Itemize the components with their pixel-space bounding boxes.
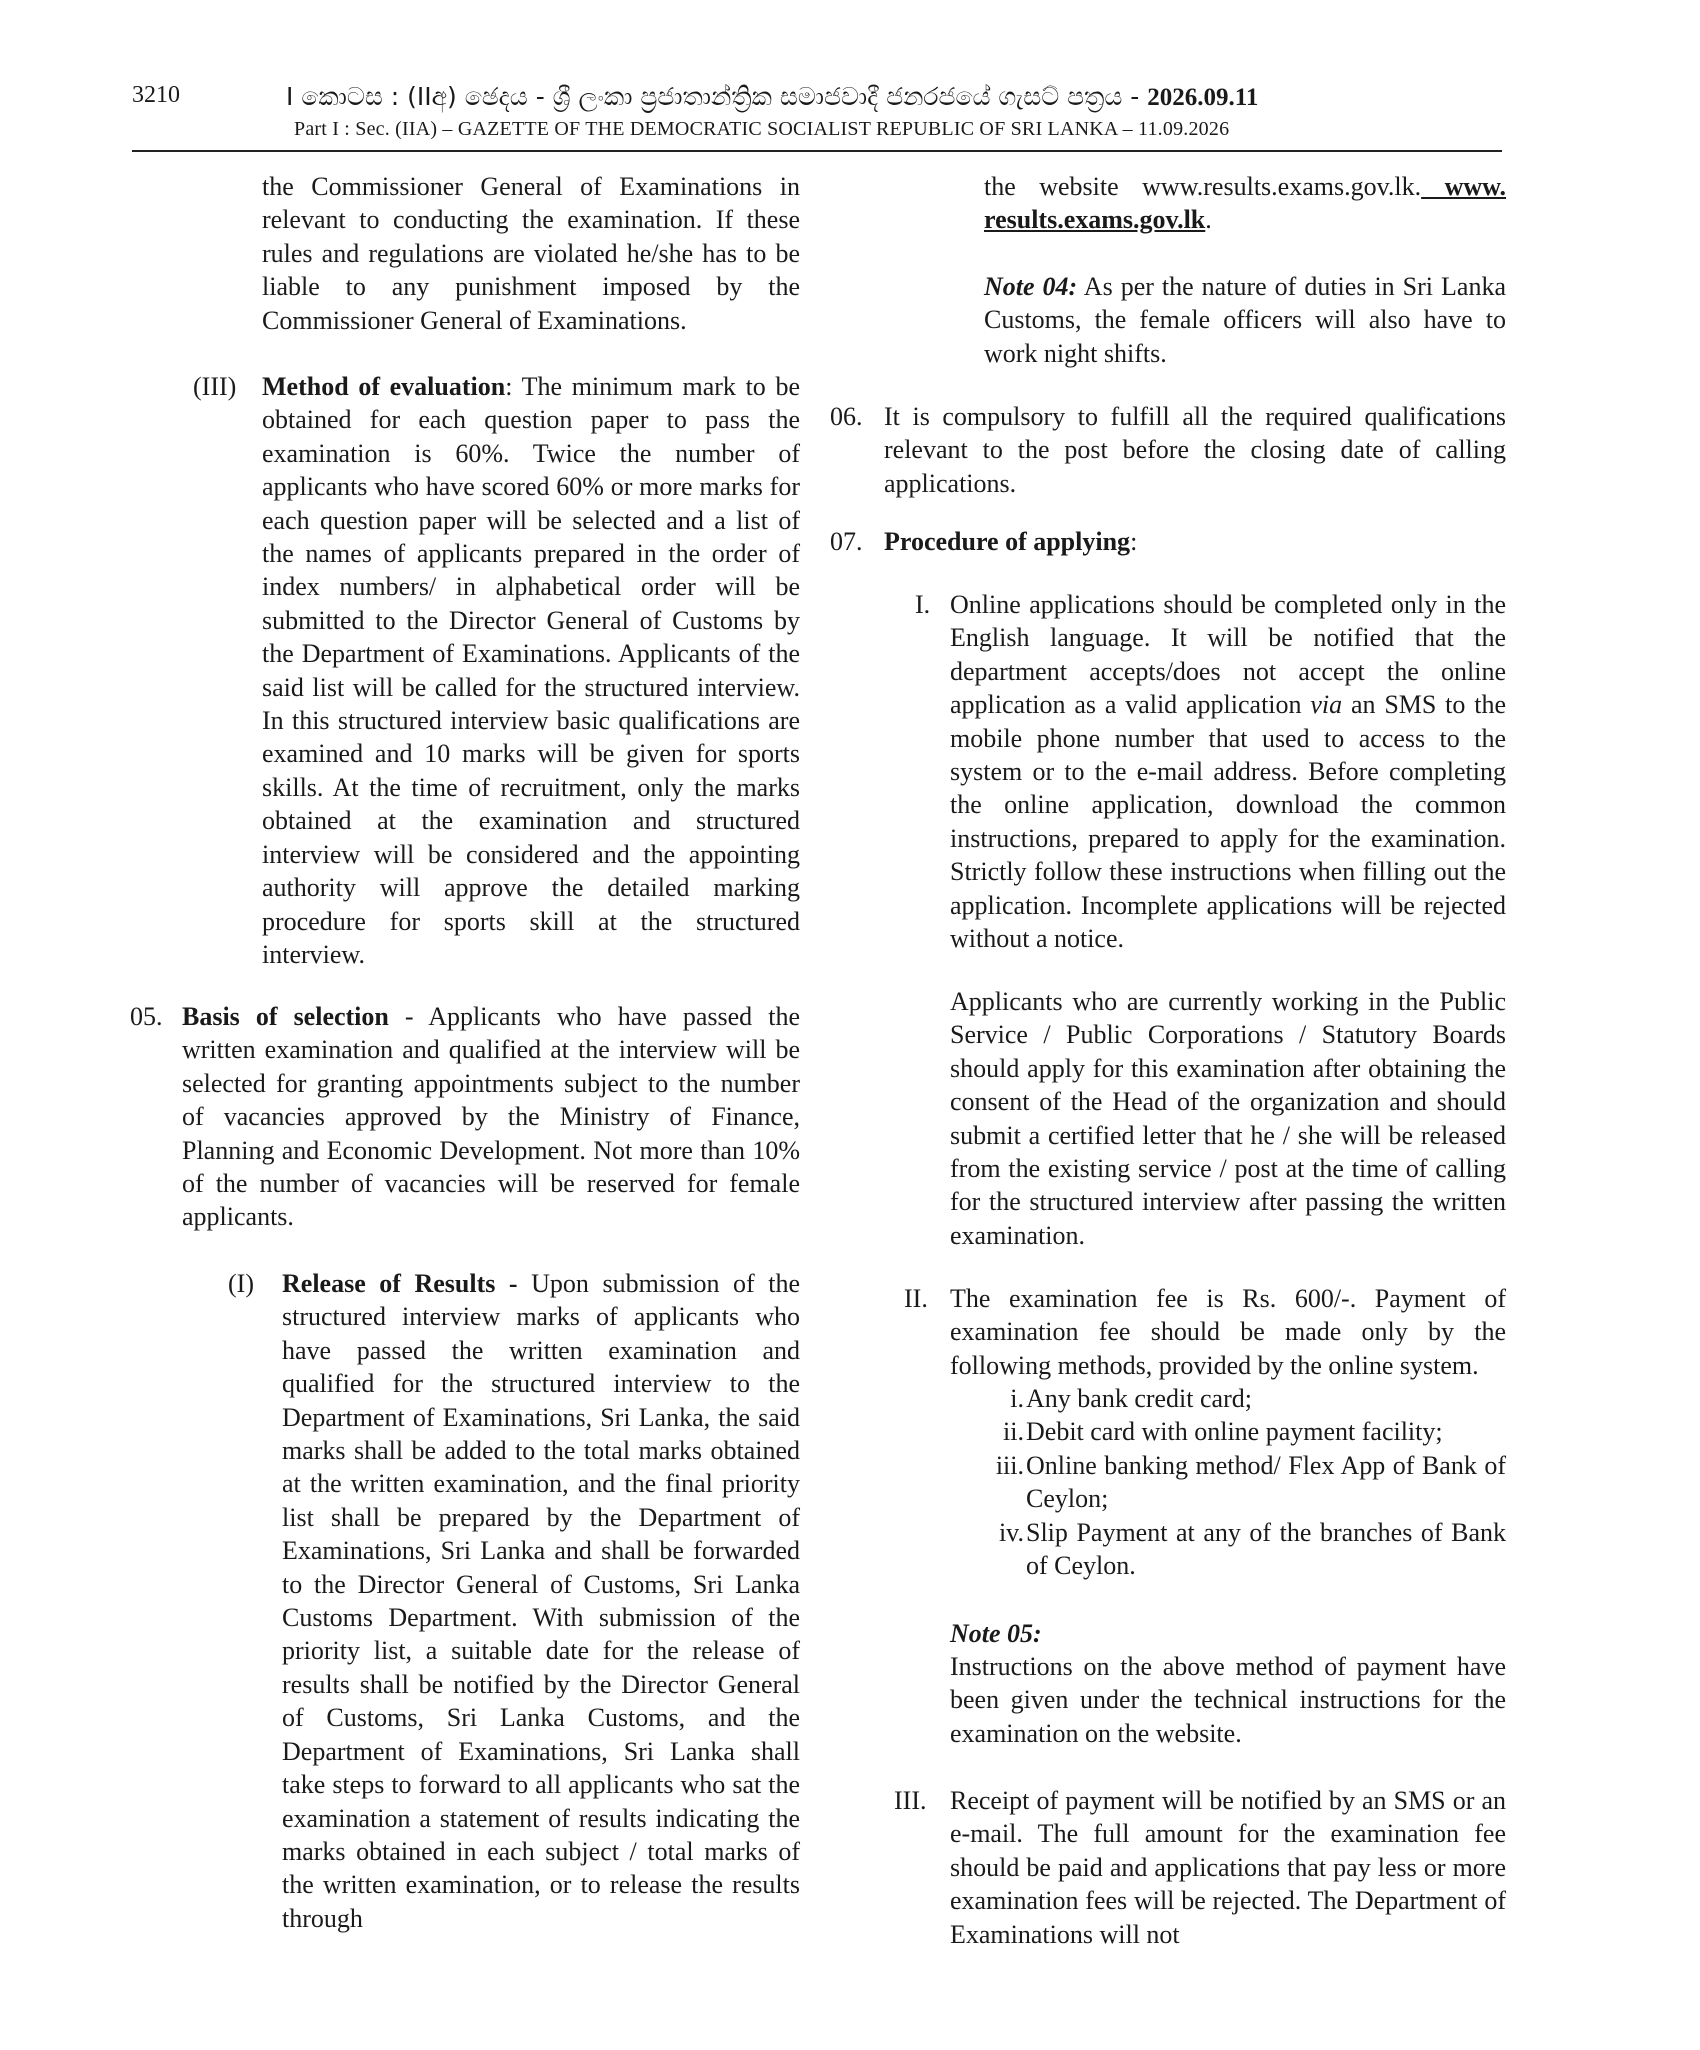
i-number: (I) bbox=[228, 1269, 254, 1298]
header-rule bbox=[132, 150, 1502, 152]
release-of-results-text: Upon submission of the structured interview marks of applicants who have passed the written examination and qualified for the structured interview to the Department of Examinations, Sri Lanka, the said marks shall be added to the total marks obtained at the written examination, and the final priority list shall be prepared by the Department of Examinations, Sri Lanka and shall be forwarded to the Director General of Customs, Sri Lanka Customs Department. With submission of the priority list, a suitable date for the release of results shall be notified by the Director General of Customs, Sri Lanka Customs, and the Department of Examinations, Sri Lanka shall take steps to forward to all applicants who sat the examination a statement of results indicating the marks obtained in each subject / total marks of the written examination, or to release the results through bbox=[282, 1269, 800, 1933]
note-04 bbox=[984, 270, 1506, 370]
method-of-evaluation bbox=[262, 370, 800, 971]
method-of-evaluation-text: : The minimum mark to be obtained for each question paper to pass the examination is 60%. Twice the number of applicants who have scored 60% or more marks for each question paper will be selected and a list of the names of applicants prepared in the order of index numbers/ in alphabetical order will be submitted to the Director General of Customs by the Department of Examinations. Applicants of the said list will be called for the structured interview. In this structured interview basic qualifications are examined and 10 marks will be given for sports skills. At the time of recruitment, only the marks obtained at the examination and structured interview will be considered and the appointing authority will approve the detailed marking procedure for sports skill at the structured interview. bbox=[262, 372, 801, 969]
gazette-header bbox=[0, 0, 1700, 160]
website-end: . bbox=[1205, 205, 1212, 235]
header-title-sinhala bbox=[286, 82, 1386, 112]
proc-iii-number: III. bbox=[894, 1786, 927, 1815]
online-applications-paragraph bbox=[950, 588, 1506, 955]
note-05-label: Note 05: bbox=[950, 1619, 1042, 1648]
iii-number: (III) bbox=[193, 372, 237, 401]
examination-fee-paragraph: The examination fee is Rs. 600/-. Payment of examination fee should be made only by the following methods, provided by the online system. bbox=[950, 1284, 1506, 1380]
note-04-text: As per the nature of duties in Sri Lanka Customs, the female officers will also have to work night shifts. bbox=[984, 272, 1506, 368]
method-3-text: Online banking method/ Flex App of Bank of Ceylon; bbox=[1026, 1451, 1506, 1514]
release-of-results-heading: Release of Results - bbox=[282, 1269, 518, 1298]
sec-label: Sec. bbox=[355, 118, 390, 140]
section-06-number: 06. bbox=[830, 402, 863, 431]
method-1-number: i. bbox=[1010, 1384, 1024, 1413]
website-text: the website www.results.exams.gov.lk. bbox=[984, 172, 1422, 201]
basis-of-selection bbox=[182, 1000, 800, 1234]
procedure-of-applying-colon: : bbox=[1130, 527, 1138, 556]
note-05-label-line bbox=[950, 1617, 1506, 1650]
section-06-text: It is compulsory to fulfill all the required qualifications relevant to the post before the closing date of calling applications. bbox=[884, 402, 1506, 498]
page-number: 3210 bbox=[132, 82, 180, 108]
procedure-of-applying bbox=[884, 525, 1137, 558]
header-title-english: Part I : Sec. (IIA) – GAZETTE OF THE DEMOCRATIC SOCIALIST REPUBLIC OF SRI LANKA – 11.09.2026 bbox=[294, 118, 1230, 140]
proc-ii-number: II. bbox=[904, 1284, 928, 1313]
proc-i-number: I. bbox=[915, 590, 931, 619]
basis-of-selection-heading: Basis of selection bbox=[182, 1002, 389, 1031]
header-title-sinhala-text: I කොටස : (IIඅ) ඡෙදය - ශ්‍රී ලංකා ප්‍රජාතාන්ත්‍රික සමාජවාදී ජනරජයේ ගැසට් පත්‍රය - bbox=[286, 82, 1148, 111]
procedure-of-applying-heading: Procedure of applying bbox=[884, 527, 1131, 556]
section-07-number: 07. bbox=[830, 527, 863, 556]
public-service-paragraph: Applicants who are currently working in the Public Service / Public Corporations / Statutory Boards should apply for this examination after obtaining the consent of the Head of the organization and should submit a certified letter that he / she will be released from the existing service / post at the time of calling for the structured interview after passing the written examination. bbox=[950, 987, 1506, 1250]
header-title-english-rest: (IIA) – GAZETTE OF THE DEMOCRATIC SOCIALIST REPUBLIC OF SRI LANKA – 11.09.2026 bbox=[395, 118, 1230, 140]
method-2-text: Debit card with online payment facility; bbox=[1026, 1417, 1443, 1446]
receipt-of-payment-paragraph: Receipt of payment will be notified by an SMS or an e-mail. The full amount for the examination fee should be paid and applications that pay less or more examination fees will be rejected. The Department of Examinations will not bbox=[950, 1786, 1506, 1949]
method-3-number: iii. bbox=[995, 1451, 1024, 1480]
website-paragraph bbox=[984, 170, 1506, 237]
intro-paragraph: the Commissioner General of Examinations in relevant to conducting the examination. If these rules and regulations are violated he/she has to be liable to any punishment imposed by the Commissioner General of Examinations. bbox=[262, 172, 800, 335]
online-applications-text-b: an SMS to the mobile phone number that used to access to the system or to the e-mail address. Before completing the online application, download the common instructions, prepared to apply for the examination. Strictly follow these instructions when filling out the application. Incomplete applications will be rejected without a notice. bbox=[950, 690, 1506, 954]
method-2-number: ii. bbox=[1003, 1417, 1024, 1446]
method-of-evaluation-heading: Method of evaluation bbox=[262, 372, 506, 401]
via-word: via bbox=[1310, 690, 1343, 720]
note-04-label: Note 04: bbox=[984, 272, 1078, 301]
section-05-number: 05. bbox=[130, 1002, 163, 1031]
online-applications-text-a: Online applications should be completed only in the English language. It will be notified that the department accepts/does not accept the online application as a valid application bbox=[950, 590, 1506, 720]
part-label: Part I bbox=[294, 118, 340, 140]
note-05-text: Instructions on the above method of payment have been given under the technical instructions for the examination on the website. bbox=[950, 1652, 1506, 1748]
method-1-text: Any bank credit card; bbox=[1026, 1384, 1252, 1413]
basis-of-selection-text: - Applicants who have passed the written examination and qualified at the interview will be selected for granting appointments subject to the number of vacancies approved by the Ministry of Finance, Planning and Economic Development. Not more than 10% of the number of vacancies will be reserved for female applicants. bbox=[182, 1002, 800, 1232]
method-4-number: iv. bbox=[998, 1518, 1024, 1547]
website-link[interactable]: www. results.exams.gov.lk bbox=[984, 172, 1506, 235]
release-of-results bbox=[282, 1267, 800, 1935]
header-date-sinhala: 2026.09.11 bbox=[1147, 84, 1259, 111]
method-4-text: Slip Payment at any of the branches of Bank of Ceylon. bbox=[1026, 1518, 1506, 1581]
